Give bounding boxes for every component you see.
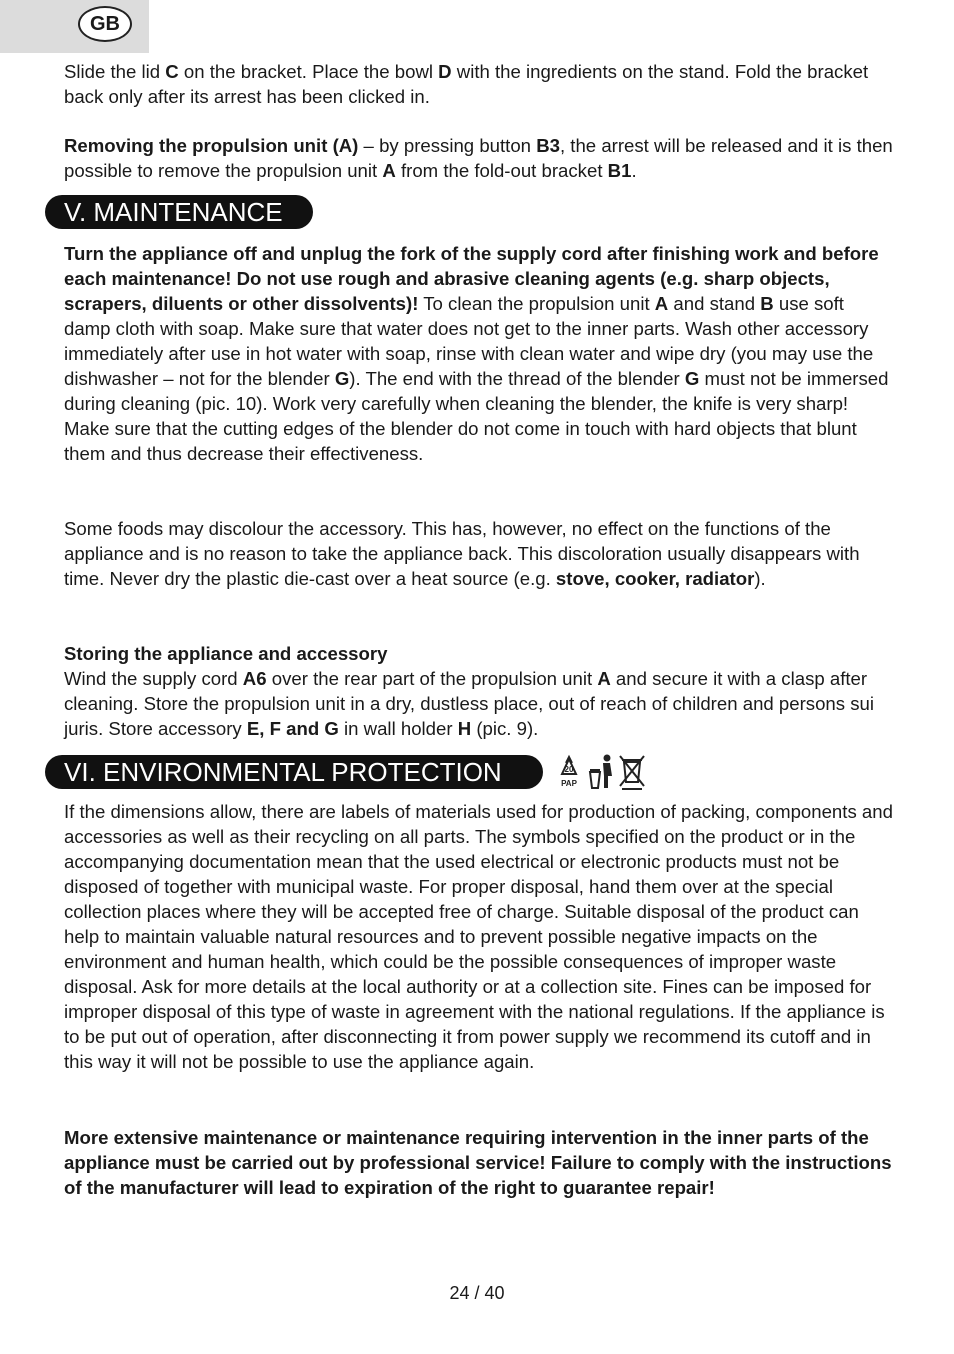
text-run: Wind the supply cord [64, 668, 243, 689]
environment-heading: VI. ENVIRONMENTAL PROTECTION [45, 755, 543, 789]
storing-title: Storing the appliance and accessory [64, 643, 388, 664]
text-run: use soft damp cloth with soap. Make sure that water does not get to the inner parts. Wash other accessory immediately after use in hot water with soap, rinse with clean water and wipe dry (you may use the dishwasher – not for the blender [64, 293, 874, 389]
maintenance-paragraph-discolour [64, 516, 894, 591]
text-run: on the bracket. Place the bowl [178, 61, 439, 82]
bold-run: D [438, 61, 452, 82]
bold-run: B3 [536, 135, 560, 156]
text-run: Some foods may discolour the accessory. This has, however, no effect on the functions of the appliance and is no reason to take the appliance back. This discoloration usually disappears with time. Never dry the plastic die-cast over a heat source (e.g. [64, 518, 860, 589]
text-run: ). The end with the thread of the blender [349, 368, 685, 389]
bold-run: A6 [242, 668, 267, 689]
bold-run: A [654, 293, 669, 314]
text-run: must not be immersed during cleaning (pic. 10). Work very carefully when cleaning the blender, the knife is very sharp! Make sure that the cutting edges of the blender do not come in touch with hard objects that blunt them and thus decrease their effectiveness. [64, 368, 889, 464]
bold-run: stove, cooker, radiator [555, 568, 755, 589]
tidyman-icon [590, 755, 612, 789]
environment-icons [552, 752, 648, 797]
bold-run: G [684, 368, 700, 389]
bold-run: Removing the propulsion unit (A) [64, 135, 359, 156]
language-badge: GB [78, 6, 132, 42]
text-run: with the ingredients on the stand. Fold the bracket back only after its arrest has been clicked in. [64, 61, 869, 107]
intro-paragraph-removing [64, 133, 894, 183]
text-run: (pic. 9). [471, 718, 539, 739]
text-run: over the rear part of the propulsion unit [266, 668, 598, 689]
bold-run: B [760, 293, 774, 314]
bold-run: C [165, 61, 179, 82]
text-run: , the arrest will be released and it is then possible to remove the propulsion unit [64, 135, 893, 181]
text-run: – by pressing button [358, 135, 537, 156]
storing-paragraph [64, 666, 894, 741]
text-run: To clean the propulsion unit [418, 293, 655, 314]
text-run: . [631, 160, 637, 181]
text-run: from the fold-out bracket [395, 160, 608, 181]
bold-run: Turn the appliance off and unplug the fork of the supply cord after finishing work and before each maintenance! Do not use rough and abrasive cleaning agents (e.g. sharp objects, scrapers, diluents or other dissolvents)! [64, 243, 879, 314]
maintenance-paragraph-cleaning [64, 241, 894, 466]
service-warning: More extensive maintenance or maintenance requiring intervention in the inner parts of the appliance must be carried out by professional service! Failure to comply with the instructions of the manufacturer will lead to expiration of the right to guarantee repair! [64, 1127, 892, 1198]
maintenance-heading: V. MAINTENANCE [45, 195, 313, 229]
bold-run: A [597, 668, 611, 689]
bold-run: A [382, 160, 396, 181]
bold-run: B1 [607, 160, 632, 181]
text-run: Slide the lid [64, 61, 166, 82]
page-number: 24 / 40 [449, 1283, 505, 1303]
recycle-material: PAP [561, 779, 577, 788]
bold-run: G [334, 368, 350, 389]
text-run: ). [754, 568, 766, 589]
bold-run: E, F and G [246, 718, 339, 739]
environment-paragraph [64, 799, 894, 1074]
text-run: and secure it with a clasp after cleaning. Store the propulsion unit in a dry, dustless place, out of reach of children and persons sui juris. Store accessory [64, 668, 874, 739]
recycle-code: 20 [564, 765, 574, 774]
bold-run: H [457, 718, 472, 739]
language-tab [0, 0, 149, 53]
intro-paragraph-lid [64, 59, 894, 109]
text-run: and stand [668, 293, 761, 314]
text-run: If the dimensions allow, there are labels of materials used for production of packing, components and accessories as well as their recycling on all parts. The symbols specified on the product or in the accompanying documentation mean that the used electrical or electronic products must not be disposed of together with municipal waste. For proper disposal, hand them over at the special collection places where they will be accepted free of charge. Suitable disposal of the product can help to maintain valuable natural resources and to prevent possible negative impacts on the environment and human health, which could be the possible consequences of improper waste disposal. Ask for more details at the local authority or at a collection site. Fines can be imposed for improper disposal of this type of waste in agreement with the national regulations. If the appliance is to be put out of operation, after disconnecting it from power supply we recommend its cutoff and in this way it will not be possible to use the appliance again. [64, 801, 893, 1072]
text-run: in wall holder [338, 718, 458, 739]
recycling-pap-icon [561, 757, 578, 788]
crossed-bin-icon [620, 756, 644, 789]
